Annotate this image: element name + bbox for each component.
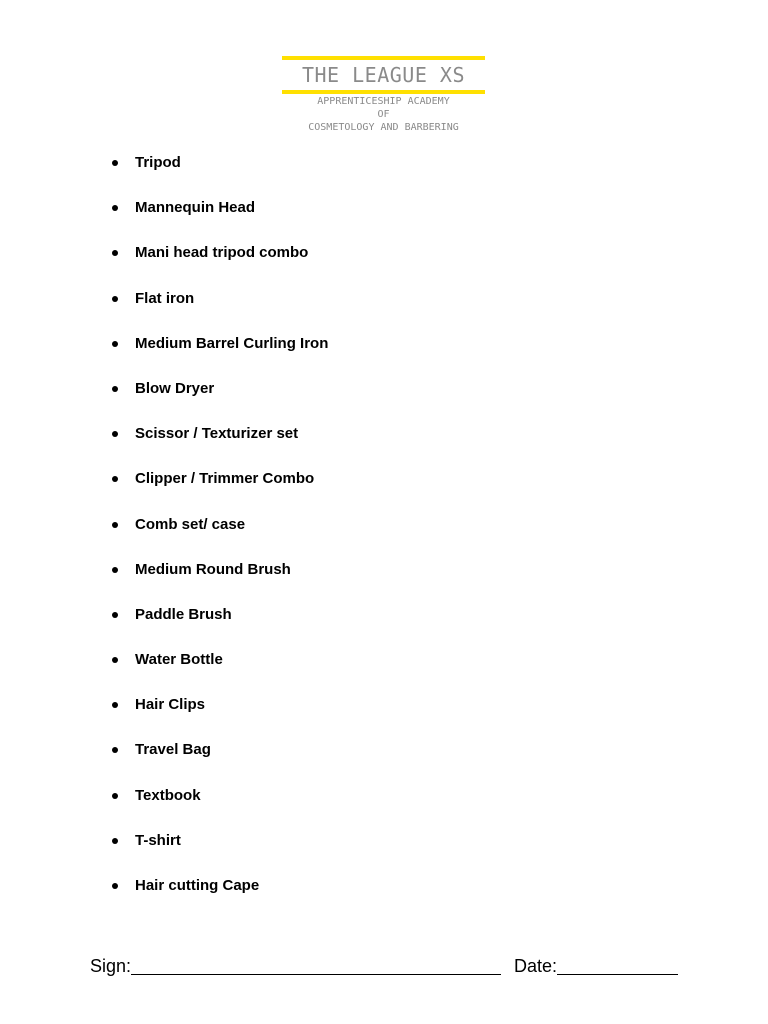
list-item-label: T-shirt	[135, 831, 181, 849]
bullet-icon	[112, 296, 118, 302]
logo-subtitle-line3: COSMETOLOGY AND BARBERING	[308, 122, 459, 133]
logo-subtitle-line2: OF	[377, 109, 390, 120]
list-item-label: Tripod	[135, 154, 181, 171]
date-label: Date:	[514, 956, 558, 976]
bullet-icon	[112, 657, 118, 663]
logo-subtitle-line1: APPRENTICESHIP ACADEMY	[317, 96, 450, 107]
bullet-icon	[112, 160, 118, 166]
list-item-label: Scissor / Texturizer set	[135, 425, 299, 443]
bullet-icon	[112, 386, 118, 392]
logo-top-bar	[282, 56, 485, 60]
date-line[interactable]	[557, 974, 678, 975]
bullet-icon	[112, 747, 118, 753]
bullet-icon	[112, 341, 118, 347]
academy-logo	[282, 56, 485, 136]
bullet-icon	[112, 883, 118, 889]
logo-bottom-bar	[282, 90, 485, 94]
bullet-icon	[112, 522, 118, 528]
bullet-icon	[112, 702, 118, 708]
sign-line[interactable]	[131, 974, 501, 975]
bullet-icon	[112, 567, 118, 573]
sign-label: Sign:	[90, 956, 132, 976]
bullet-icon	[112, 431, 118, 437]
list-item-label: Water Bottle	[135, 651, 223, 669]
bullet-icon	[112, 250, 118, 256]
list-item-label: Mannequin Head	[135, 199, 256, 217]
bullet-icon	[112, 476, 118, 482]
list-item-label: Paddle Brush	[135, 605, 232, 623]
list-item-label: Medium Round Brush	[135, 560, 291, 578]
list-item-label: Mani head tripod combo	[135, 244, 309, 262]
list-item-label: Hair cutting Cape	[135, 877, 260, 894]
bullet-icon	[112, 838, 118, 844]
list-item-label: Hair Clips	[135, 696, 206, 714]
list-item-label: Blow Dryer	[135, 379, 215, 397]
list-item-label: Medium Barrel Curling Iron	[135, 334, 329, 352]
list-item-label: Clipper / Trimmer Combo	[135, 470, 315, 488]
list-item-label: Flat iron	[135, 289, 195, 307]
bullet-icon	[112, 793, 118, 799]
bullet-icon	[112, 205, 118, 211]
logo-title: THE LEAGUE XS	[301, 63, 466, 87]
list-item-label: Textbook	[135, 786, 201, 804]
bullet-icon	[112, 612, 118, 618]
list-item-label: Travel Bag	[135, 741, 211, 759]
list-item-label: Comb set/ case	[135, 515, 246, 533]
signature-row	[90, 953, 690, 979]
